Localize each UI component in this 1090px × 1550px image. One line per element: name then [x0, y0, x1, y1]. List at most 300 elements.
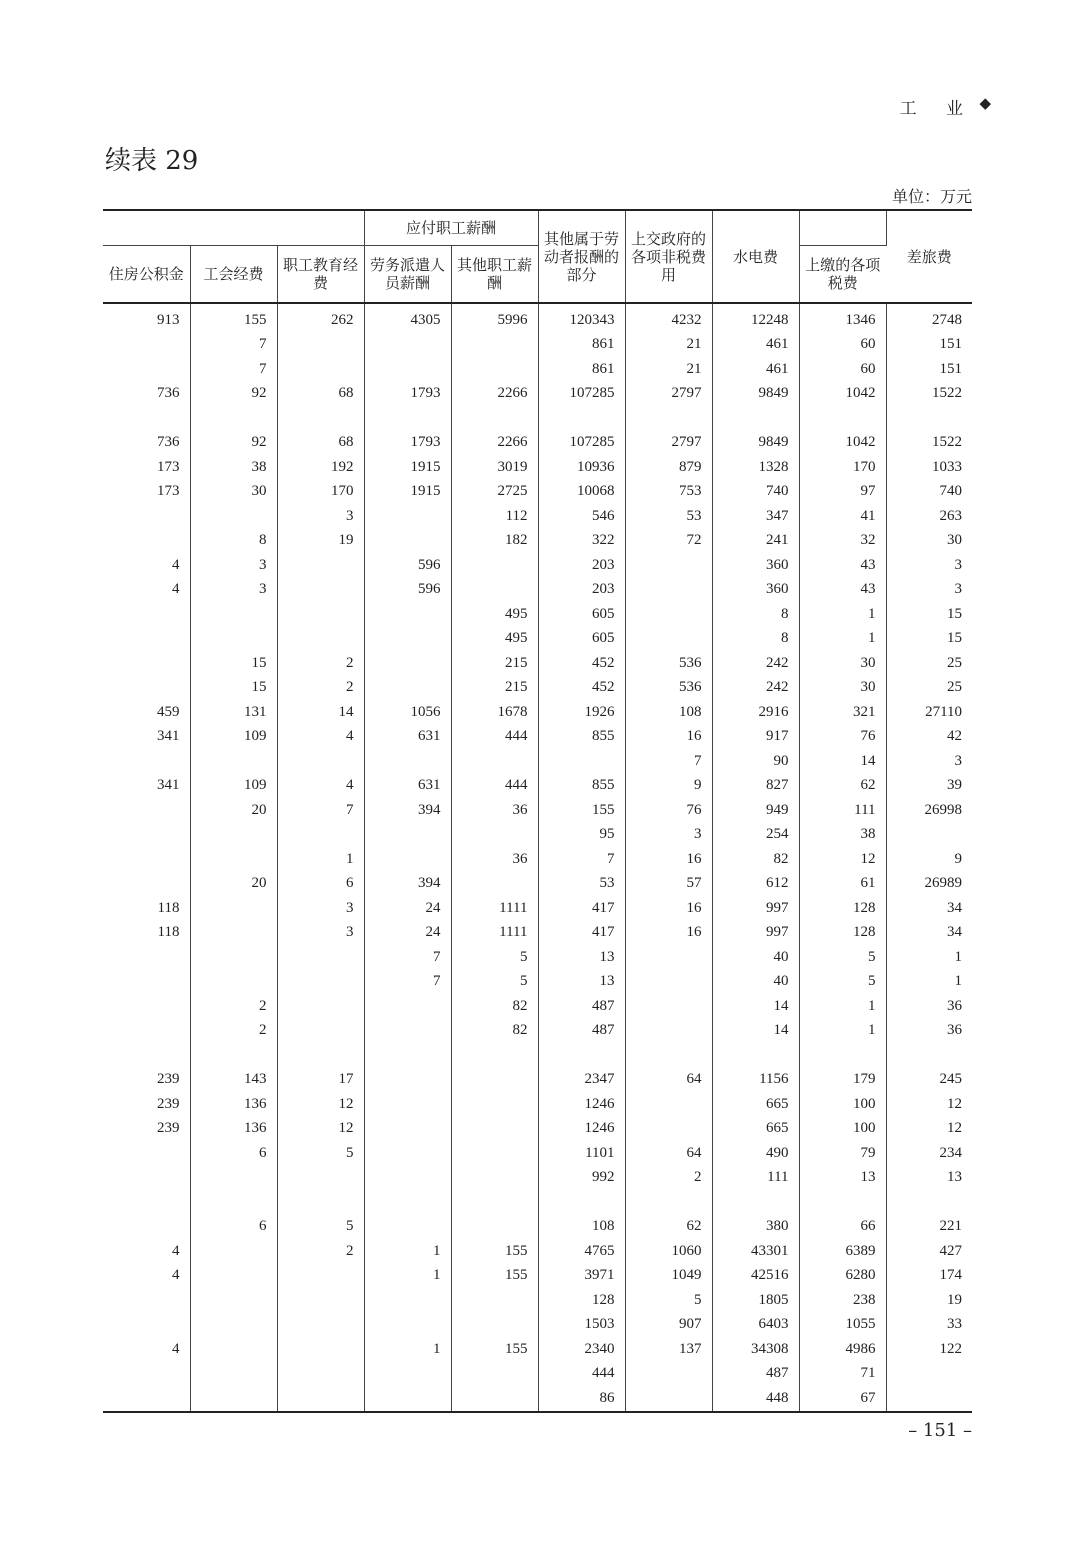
table-cell: 155 [451, 1239, 538, 1264]
table-cell: 111 [712, 1166, 799, 1191]
table-row [103, 847, 972, 872]
table-cell: 7 [364, 970, 451, 995]
table-cell [364, 504, 451, 529]
table-cell [103, 1166, 190, 1191]
table-cell: 907 [625, 1313, 712, 1338]
table-cell [625, 406, 712, 431]
table-cell: 1246 [538, 1092, 625, 1117]
table-cell: 341 [103, 774, 190, 799]
table-cell: 26989 [924, 875, 963, 892]
table-row [103, 578, 972, 603]
table-cell: 2266 [451, 382, 538, 407]
table-cell [538, 1043, 625, 1068]
table-cell: 490 [712, 1141, 799, 1166]
table-cell: 997 [712, 896, 799, 921]
table-cell: 321 [799, 700, 886, 725]
table-cell: 108 [625, 700, 712, 725]
table-cell: 26998 [924, 801, 963, 818]
table-cell: 16 [625, 725, 712, 750]
table-cell: 13 [799, 1166, 886, 1191]
table-row [103, 1264, 972, 1289]
table-cell: 487 [712, 1362, 799, 1387]
table-row [103, 1019, 972, 1044]
table-cell [277, 333, 364, 358]
table-cell: 215 [451, 676, 538, 701]
table-cell: 174 [939, 1267, 963, 1284]
table-cell: 879 [625, 455, 712, 480]
table-cell: 143 [190, 1068, 277, 1093]
table-cell: 1328 [712, 455, 799, 480]
table-cell: 487 [538, 994, 625, 1019]
table-cell: 128 [799, 896, 886, 921]
table-cell: 1060 [625, 1239, 712, 1264]
table-cell: 992 [538, 1166, 625, 1191]
table-cell: 596 [364, 553, 451, 578]
table-cell: 861 [538, 357, 625, 382]
table-cell [364, 1313, 451, 1338]
table-cell: 4 [103, 578, 190, 603]
table-row [103, 921, 972, 946]
table-cell: 76 [799, 725, 886, 750]
table-row [103, 896, 972, 921]
table-cell [103, 1386, 190, 1412]
table-cell [625, 1019, 712, 1044]
table-cell [103, 1362, 190, 1387]
table-cell [451, 1166, 538, 1191]
table-row [103, 872, 972, 897]
table-cell [625, 627, 712, 652]
table-cell [364, 602, 451, 627]
table-cell: 67 [799, 1386, 886, 1412]
table-cell: 254 [712, 823, 799, 848]
table-cell: 736 [103, 382, 190, 407]
table-cell [103, 970, 190, 995]
table-cell: 92 [190, 431, 277, 456]
table-cell [103, 602, 190, 627]
table-cell: 17 [277, 1068, 364, 1093]
table-cell [451, 1362, 538, 1387]
table-cell: 6 [190, 1141, 277, 1166]
col-header-taxes-paid: 上缴的各项税费 [799, 246, 886, 304]
table-cell [103, 994, 190, 1019]
table-cell: 913 [103, 303, 190, 333]
table-cell [886, 1386, 972, 1412]
table-cell: 12 [277, 1117, 364, 1142]
table-cell: 1805 [712, 1288, 799, 1313]
table-cell: 66 [799, 1215, 886, 1240]
table-cell [277, 970, 364, 995]
table-cell: 20 [190, 798, 277, 823]
table-cell: 1033 [932, 458, 963, 475]
table-cell [277, 627, 364, 652]
table-cell: 1101 [538, 1141, 625, 1166]
table-row [103, 798, 972, 823]
table-cell [364, 1190, 451, 1215]
table-cell: 631 [364, 725, 451, 750]
table-cell [103, 529, 190, 554]
table-cell: 2725 [451, 480, 538, 505]
table-cell [190, 749, 277, 774]
table-cell: 380 [712, 1215, 799, 1240]
table-cell: 444 [451, 774, 538, 799]
table-cell: 43 [799, 578, 886, 603]
table-cell: 36 [947, 997, 963, 1014]
table-row [103, 725, 972, 750]
table-cell [625, 1362, 712, 1387]
table-row [103, 1386, 972, 1412]
table-row [103, 357, 972, 382]
table-cell: 1 [364, 1337, 451, 1362]
table-cell [364, 1166, 451, 1191]
table-cell: 100 [799, 1117, 886, 1142]
table-cell: 203 [538, 553, 625, 578]
table-cell [364, 529, 451, 554]
table-cell: 495 [451, 602, 538, 627]
table-cell [451, 1043, 538, 1068]
table-cell: 1926 [538, 700, 625, 725]
table-cell: 3 [625, 823, 712, 848]
table-cell: 4765 [538, 1239, 625, 1264]
table-row [103, 382, 972, 407]
table-cell: 6 [190, 1215, 277, 1240]
table-cell: 14 [712, 1019, 799, 1044]
table-cell [277, 1166, 364, 1191]
table-cell: 1793 [364, 431, 451, 456]
table-cell [103, 798, 190, 823]
table-cell [277, 1362, 364, 1387]
table-cell: 3 [277, 504, 364, 529]
table-row [103, 1117, 972, 1142]
table-cell: 92 [190, 382, 277, 407]
table-cell: 1156 [712, 1068, 799, 1093]
table-cell: 1042 [799, 431, 886, 456]
table-cell: 15 [947, 605, 963, 622]
table-cell [103, 676, 190, 701]
table-cell: 64 [625, 1068, 712, 1093]
table-cell: 241 [712, 529, 799, 554]
table-cell [886, 823, 972, 848]
table-cell: 2266 [451, 431, 538, 456]
table-cell: 173 [103, 480, 190, 505]
table-cell: 238 [799, 1288, 886, 1313]
table-cell [451, 872, 538, 897]
table-cell: 120343 [538, 303, 625, 333]
table-cell: 239 [103, 1092, 190, 1117]
table-cell: 665 [712, 1117, 799, 1142]
table-cell: 262 [277, 303, 364, 333]
table-cell [103, 357, 190, 382]
table-cell: 72 [625, 529, 712, 554]
table-cell: 997 [712, 921, 799, 946]
table-cell [190, 1386, 277, 1412]
table-cell [277, 823, 364, 848]
table-cell: 14 [712, 994, 799, 1019]
table-cell: 40 [712, 970, 799, 995]
table-cell: 2 [277, 1239, 364, 1264]
table-cell: 612 [712, 872, 799, 897]
col-header-other-labor: 其他属于劳动者报酬的部分 [538, 210, 625, 303]
table-cell: 19 [947, 1291, 963, 1308]
table-cell: 12 [947, 1095, 963, 1112]
table-cell: 71 [799, 1362, 886, 1387]
table-row [103, 1141, 972, 1166]
table-cell [364, 1068, 451, 1093]
table-cell: 43301 [712, 1239, 799, 1264]
table-cell: 6280 [799, 1264, 886, 1289]
table-cell: 1 [364, 1264, 451, 1289]
table-cell: 1 [799, 602, 886, 627]
table-cell: 1 [799, 994, 886, 1019]
table-cell [451, 1141, 538, 1166]
table-cell: 3 [277, 921, 364, 946]
header-empty [103, 210, 190, 246]
table-row [103, 823, 972, 848]
table-cell: 3 [190, 578, 277, 603]
table-cell: 2 [190, 994, 277, 1019]
table-cell [103, 627, 190, 652]
table-row [103, 651, 972, 676]
table-cell: 459 [103, 700, 190, 725]
table-cell: 631 [364, 774, 451, 799]
table-row [103, 1092, 972, 1117]
table-cell [451, 553, 538, 578]
table-cell [451, 749, 538, 774]
table-cell: 7 [364, 945, 451, 970]
table-cell: 13 [538, 970, 625, 995]
table-cell: 452 [538, 651, 625, 676]
table-cell: 12 [947, 1120, 963, 1137]
table-cell [190, 847, 277, 872]
table-cell [277, 994, 364, 1019]
table-cell: 1111 [451, 921, 538, 946]
table-cell: 215 [451, 651, 538, 676]
table-cell: 136 [190, 1092, 277, 1117]
col-header-utilities: 水电费 [712, 210, 799, 303]
table-cell [364, 357, 451, 382]
table-cell: 245 [939, 1071, 963, 1088]
table-cell: 38 [190, 455, 277, 480]
table-cell [451, 1092, 538, 1117]
table-cell [103, 1043, 190, 1068]
table-cell: 239 [103, 1117, 190, 1142]
table-row [103, 1362, 972, 1387]
table-cell: 82 [451, 994, 538, 1019]
col-header-education-fee: 职工教育经费 [277, 246, 364, 304]
table-cell [886, 1362, 972, 1387]
table-cell: 1522 [932, 385, 963, 402]
table-cell: 108 [538, 1215, 625, 1240]
table-cell: 4305 [364, 303, 451, 333]
table-cell: 192 [277, 455, 364, 480]
table-cell [451, 1288, 538, 1313]
table-cell: 137 [625, 1337, 712, 1362]
table-row [103, 749, 972, 774]
table-cell: 12 [277, 1092, 364, 1117]
table-cell [625, 1190, 712, 1215]
table-title: 续表 29 [105, 146, 199, 176]
table-cell [103, 651, 190, 676]
table-cell [451, 357, 538, 382]
table-cell [364, 406, 451, 431]
table-cell [364, 749, 451, 774]
table-cell: 5996 [451, 303, 538, 333]
table-cell [190, 1313, 277, 1338]
table-row [103, 455, 972, 480]
table-cell [625, 1092, 712, 1117]
table-cell [190, 1190, 277, 1215]
table-cell: 68 [277, 431, 364, 456]
table-cell [277, 553, 364, 578]
table-cell [277, 406, 364, 431]
table-cell [886, 406, 972, 431]
table-cell [103, 872, 190, 897]
table-cell: 151 [939, 336, 963, 353]
table-cell [364, 1215, 451, 1240]
table-cell [625, 970, 712, 995]
table-cell: 36 [451, 798, 538, 823]
table-cell [277, 1313, 364, 1338]
table-cell: 4 [103, 1264, 190, 1289]
table-cell [364, 676, 451, 701]
table-cell: 417 [538, 896, 625, 921]
table-cell [451, 823, 538, 848]
table-cell [712, 1043, 799, 1068]
table-cell: 2340 [538, 1337, 625, 1362]
col-header-dispatch-pay: 劳务派遣人员薪酬 [364, 246, 451, 304]
table-cell: 13 [538, 945, 625, 970]
table-cell: 27110 [925, 703, 963, 720]
table-cell [190, 970, 277, 995]
table-cell: 34 [947, 924, 963, 941]
table-cell: 1042 [799, 382, 886, 407]
table-cell [625, 1043, 712, 1068]
table-cell: 15 [190, 651, 277, 676]
table-cell: 203 [538, 578, 625, 603]
col-header-nontax-fees: 上交政府的各项非税费用 [625, 210, 712, 303]
table-cell [103, 847, 190, 872]
table-cell: 4 [103, 1239, 190, 1264]
table-cell: 136 [190, 1117, 277, 1142]
table-cell: 3971 [538, 1264, 625, 1289]
table-cell: 444 [451, 725, 538, 750]
table-cell: 740 [939, 483, 963, 500]
group-header-payroll: 应付职工薪酬 [364, 210, 538, 246]
table-cell: 536 [625, 676, 712, 701]
table-cell: 118 [103, 921, 190, 946]
table-cell: 15 [190, 676, 277, 701]
table-body [103, 303, 972, 1412]
table-cell: 7 [190, 333, 277, 358]
table-cell [451, 333, 538, 358]
section-label: 工 业 [899, 99, 975, 119]
table-cell: 20 [190, 872, 277, 897]
table-cell [712, 406, 799, 431]
table-row [103, 774, 972, 799]
table-cell: 109 [190, 774, 277, 799]
table-cell: 155 [190, 303, 277, 333]
table-cell: 1346 [799, 303, 886, 333]
table-cell: 3 [954, 752, 963, 769]
table-row [103, 1068, 972, 1093]
table-cell: 122 [939, 1340, 963, 1357]
table-cell: 2 [625, 1166, 712, 1191]
table-cell: 107285 [538, 382, 625, 407]
table-row [103, 504, 972, 529]
table-cell: 131 [190, 700, 277, 725]
table-cell [625, 994, 712, 1019]
table-cell: 53 [538, 872, 625, 897]
table-cell: 79 [799, 1141, 886, 1166]
table-cell: 24 [364, 896, 451, 921]
table-row [103, 1313, 972, 1338]
table-cell: 536 [625, 651, 712, 676]
table-cell [103, 1141, 190, 1166]
table-cell: 170 [799, 455, 886, 480]
table-cell: 12248 [712, 303, 799, 333]
diamond-icon: ◆ [979, 94, 991, 112]
table-cell: 827 [712, 774, 799, 799]
table-cell: 30 [799, 651, 886, 676]
table-cell: 1503 [538, 1313, 625, 1338]
table-cell: 57 [625, 872, 712, 897]
table-cell [103, 1313, 190, 1338]
table-cell: 495 [451, 627, 538, 652]
table-cell: 949 [712, 798, 799, 823]
table-cell: 417 [538, 921, 625, 946]
table-cell [103, 1019, 190, 1044]
table-cell: 97 [799, 480, 886, 505]
table-cell: 487 [538, 1019, 625, 1044]
table-cell: 444 [538, 1362, 625, 1387]
table-cell [103, 504, 190, 529]
col-header-other-pay: 其他职工薪酬 [451, 246, 538, 304]
table-cell: 68 [277, 382, 364, 407]
table-cell [277, 357, 364, 382]
table-cell: 6389 [799, 1239, 886, 1264]
col-header-union-fee: 工会经费 [190, 246, 277, 304]
table-cell: 34308 [712, 1337, 799, 1362]
table-cell: 5 [799, 970, 886, 995]
table-cell [190, 1043, 277, 1068]
table-cell: 5 [277, 1215, 364, 1240]
table-cell [451, 1313, 538, 1338]
table-cell: 5 [625, 1288, 712, 1313]
table-cell [190, 1337, 277, 1362]
table-cell: 16 [625, 921, 712, 946]
table-cell: 1 [954, 948, 963, 965]
table-cell: 234 [939, 1144, 963, 1161]
table-cell [190, 602, 277, 627]
table-cell [277, 1019, 364, 1044]
table-cell: 665 [712, 1092, 799, 1117]
table-cell: 6 [277, 872, 364, 897]
table-cell [103, 749, 190, 774]
table-cell: 2 [190, 1019, 277, 1044]
table-row [103, 1166, 972, 1191]
table-cell: 61 [799, 872, 886, 897]
table-row [103, 1337, 972, 1362]
table-cell: 14 [799, 749, 886, 774]
table-cell: 394 [364, 872, 451, 897]
table-row [103, 406, 972, 431]
table-cell: 605 [538, 602, 625, 627]
table-cell: 1111 [451, 896, 538, 921]
table-cell: 60 [799, 333, 886, 358]
table-cell [103, 945, 190, 970]
table-cell: 1056 [364, 700, 451, 725]
table-cell: 13 [947, 1169, 963, 1186]
table-cell [451, 406, 538, 431]
